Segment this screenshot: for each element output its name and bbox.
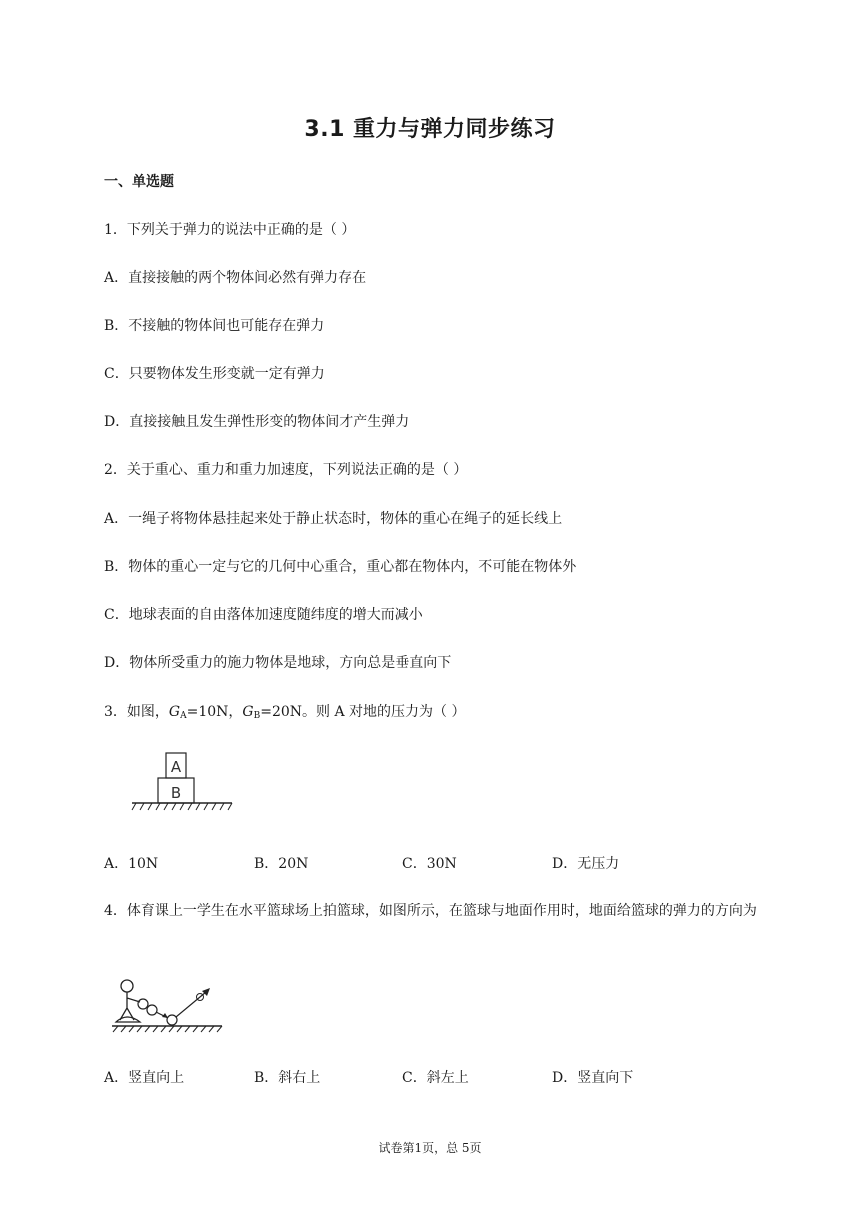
q3-sub-a: A bbox=[180, 711, 187, 721]
q1-option-d: D．直接接触且发生弹性形变的物体间才产生弹力 bbox=[104, 414, 410, 430]
q3-prefix: 3．如图， bbox=[104, 704, 169, 720]
q1-option-c: C．只要物体发生形变就一定有弹力 bbox=[104, 366, 325, 382]
q3-g-symbol-a: G bbox=[168, 704, 181, 720]
student-body bbox=[120, 992, 140, 1020]
q3-option-c: C．30N bbox=[402, 856, 457, 872]
q4-stem: 4．体育课上一学生在水平篮球场上拍篮球，如图所示，在篮球与地面作用时，地面给篮球的弹力的方向为 bbox=[104, 903, 757, 919]
ball-mid bbox=[147, 1005, 157, 1015]
q4-options bbox=[104, 1067, 764, 1087]
q1-option-b: B．不接触的物体间也可能存在弹力 bbox=[104, 318, 325, 334]
q4-figure-basketball bbox=[110, 976, 226, 1034]
block-a-label: A bbox=[170, 758, 182, 776]
q2-option-b: B．物体的重心一定与它的几何中心重合，重心都在物体内，不可能在物体外 bbox=[104, 559, 577, 575]
rebound-path bbox=[176, 992, 206, 1017]
page-title: 3.1 重力与弹力同步练习 bbox=[304, 117, 556, 142]
q4-option-c: C．斜左上 bbox=[402, 1070, 469, 1086]
ground-hatch bbox=[132, 803, 232, 810]
q3-value-a: =10N， bbox=[186, 704, 243, 720]
q4-option-d: D．竖直向下 bbox=[552, 1070, 634, 1086]
q2-option-c: C．地球表面的自由落体加速度随纬度的增大而减小 bbox=[104, 607, 423, 623]
court-hatch bbox=[113, 1026, 222, 1032]
q3-figure-stacked-blocks bbox=[130, 748, 236, 818]
q3-sub-b: B bbox=[253, 711, 261, 721]
student-head bbox=[121, 980, 133, 992]
q3-g-symbol-b: G bbox=[242, 704, 254, 720]
q3-option-d: D．无压力 bbox=[552, 856, 620, 872]
q2-option-d: D．物体所受重力的施力物体是地球，方向总是垂直向下 bbox=[104, 655, 452, 671]
q2-option-a: A．一绳子将物体悬挂起来处于静止状态时，物体的重心在绳子的延长线上 bbox=[104, 511, 563, 527]
q3-stem bbox=[104, 701, 465, 721]
section-heading: 一、单选题 bbox=[104, 174, 174, 190]
q3-options bbox=[104, 853, 764, 873]
ball-start bbox=[138, 999, 148, 1009]
q2-stem: 2．关于重心、重力和重力加速度，下列说法正确的是（ ） bbox=[104, 462, 468, 478]
q3-value-b: =20N。则 A 对地的压力为（ ） bbox=[260, 704, 466, 720]
q4-option-b: B．斜右上 bbox=[254, 1070, 321, 1086]
student-base bbox=[116, 1017, 140, 1022]
ball-contact bbox=[167, 1015, 177, 1025]
q1-stem: 1．下列关于弹力的说法中正确的是（ ） bbox=[104, 222, 356, 238]
q1-option-a: A．直接接触的两个物体间必然有弹力存在 bbox=[104, 270, 367, 286]
block-b-label: B bbox=[170, 784, 182, 802]
q3-option-a: A．10N bbox=[104, 856, 159, 872]
q3-option-b: B．20N bbox=[254, 856, 309, 872]
q4-option-a: A．竖直向上 bbox=[104, 1070, 185, 1086]
page-footer: 试卷第1页，总 5页 bbox=[378, 1141, 482, 1155]
